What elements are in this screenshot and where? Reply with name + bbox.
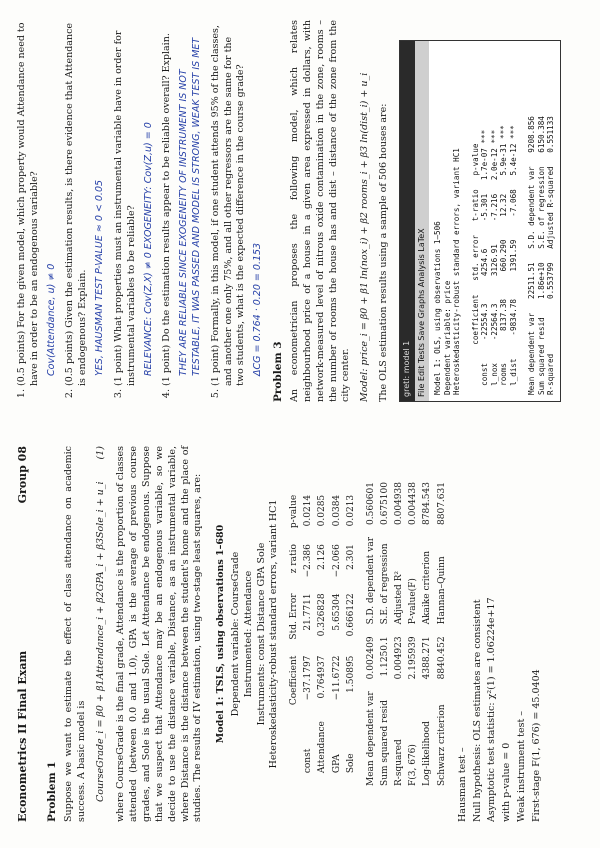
table-row [301,487,315,781]
model-instrumented: Instrumented: Attendance [242,570,254,698]
handwritten-answer: ΔCG = 0.764 · 0.20 = 0.153 [252,242,264,376]
stats-cell: 0.675100 [380,482,391,525]
stats-row [378,476,392,792]
stats-row [435,476,449,792]
table-cell: 0.0214 [303,494,314,527]
gretl-line: R-squared 0.553799 Adjusted R-squared 0.551133 [546,116,556,395]
question-points: (0.5 points) [16,330,27,386]
table-cell: −11.6722 [331,655,342,701]
stats-cell: 8840.452 [436,636,447,680]
question-text: Do the estimation results appear to be reliable overall? Explain. [161,33,173,342]
model-se-note: Heteroskedasticity-robust standard errors, variant HC1 [268,499,280,769]
table-cell: −2.066 [331,544,342,578]
equation-1 [95,446,108,802]
question-item [64,20,106,386]
left-column [0,424,600,848]
gretl-line: Dependent variable: price [442,280,452,395]
model-dependent: Dependent variable: CourseGrade [229,551,241,717]
footer-line: Null hypothesis: OLS estimates are consistent [471,599,483,822]
stats-cell: Sum squared resid [380,699,391,786]
gretl-line [518,47,527,395]
exam-title: Econometrics II Final Exam [16,650,29,822]
gretl-menu-bar: File Edit Tests Save Graphs Analysis LaTeX [415,41,430,401]
footer-line: First-stage F(1, 676) = 45.0404 [530,669,542,822]
question-text: What properties must an instrumental variable have in order for instrumental variables to be reliable? [112,30,137,386]
stats-cell: R-squared [394,739,405,786]
gretl-title-bar: gretl: model 1 [400,41,415,401]
col-header: z ratio [289,544,300,574]
table-cell: 0.0285 [317,494,328,527]
question-list [16,20,265,402]
table-cell: Sole [345,753,356,774]
footer-line: Weak instrument test – [516,710,527,822]
stats-cell: 4388.271 [422,636,433,680]
gretl-line: const -22554.3 4254.6 -5.301 1.7e-07 *** [480,129,490,395]
gretl-line: coefficient std. error t-ratio p-value [470,143,480,395]
table-cell: Attendance [317,721,328,774]
col-header: p-value [289,494,300,529]
table-cell: 21.7711 [303,593,314,631]
table-row [330,487,344,781]
model-title: Model 1: TSLS, using observations 1–680 [215,524,227,744]
coefficient-table [287,487,358,781]
model-footer [457,446,544,822]
table-cell: 1.50895 [345,655,356,693]
question-points: (1 point) [209,344,221,386]
stats-cell: 0.004923 [394,636,405,680]
problem3-intro: An econometrician proposes the following model, which relates neighbourhood price of a house in a given area expressed in dollars, with network-measured level of nitrous oxide contamination in the zone, rooms – the number of rooms the house has and dist – distance of the zone from the city center. [289,20,352,402]
gretl-line: Model 1: OLS, using observations 1–506 [433,221,443,395]
question-points: (0.5 points) [64,330,76,386]
stats-cell: P-value(F) [408,578,419,625]
question-points: (1 point) [161,344,173,386]
problem1-intro: Suppose we want to estimate the effect of class attendance on academic success. A basic model is [63,446,87,822]
stats-cell: 8807.631 [436,482,447,525]
stats-cell: 0.004438 [408,482,419,525]
stats-cell: 1.1250.1 [380,636,391,677]
stats-cell: 0.004938 [394,482,405,525]
coefficient-header-row [287,487,301,781]
handwritten-answer: YES, HAUSMAN TEST P-VALUE ≈ 0 < 0.05 [94,179,106,376]
question-item [210,20,265,386]
question-item [16,20,58,386]
stats-cell: F(3, 676) [408,744,419,786]
question-text: For the given model, which property would Attendance need to have in order to be an endogenous variable? [16,22,40,386]
table-row [344,487,358,781]
table-row [315,487,329,781]
question-text: Given the estimation results, is there evidence that Attendance is endogenous? Explain. [64,22,89,386]
table-cell: 0.0384 [331,494,342,527]
model-instruments: Instruments: const Distance GPA Sole [255,542,267,726]
stats-cell: Log-likelihood [422,721,433,786]
question-item [113,20,155,386]
group-label: Group 08 [16,446,29,504]
handwritten-answer: RELEVANCE: Cov(Z,X) ≠ 0 EXOGENEITY: Cov(Z,u) = 0 [142,122,154,376]
problem3-model: Model: price_i = β0 + β1 ln(nox_i) + β2 rooms_i + β3 ln(dist_i) + u_i [359,72,371,402]
gretl-line [462,47,471,395]
footer-line: Hausman test – [456,747,468,822]
gretl-line: l_nox -22564.3 3126.91 -7.216 2.0e-12 *** [489,129,499,395]
stats-cell: Akaike criterion [422,550,433,625]
stats-cell: S.D. dependent var [365,536,376,625]
col-header: Coefficient [289,655,300,706]
stats-cell: 8784.543 [422,482,433,525]
gretl-output-window [399,40,561,402]
table-cell: −2.386 [303,544,314,578]
question-points: (1 point) [112,344,124,386]
table-cell: 0.326828 [317,593,328,637]
table-cell: 5.65304 [331,593,342,631]
exam-header [16,446,31,822]
handwritten-answer: Cov(Attendance, u) ≠ 0 [45,263,57,376]
gretl-line: l_dist -9834.78 1391.59 -7.068 5.4e-12 *** [508,125,518,395]
table-cell: 2.126 [317,544,328,570]
problem3-title: Problem 3 [272,341,284,402]
problem1-description: where CourseGrade is the final grade, Attendance is the proportion of classes attended (between 0.0 and 1.0), GPA is the average of previous course grades, and Sole is the usual Sole. Let Attendance be endogenous. Suppose that we suspect that Attendance may be an endogenous variable, so we decide to use the distance variable, Distance, as an instrumental variable, where Distance is the distance between the student's home and the place of studies. The results of IV estimation, using two-stage least squares, are: [115,446,204,822]
stats-row [392,476,406,792]
stats-row [364,476,378,792]
table-cell: −37.1797 [303,655,314,701]
gretl-line: rooms 8137.38 660.290 12.32 5.9e-31 *** [499,125,509,395]
stats-cell: 0.560601 [365,482,376,525]
table-cell: 0.0213 [345,494,356,527]
table-cell: GPA [331,754,342,774]
stats-cell: 2.195939 [408,636,419,680]
stats-row [406,476,420,792]
stats-cell: S.E. of regression [380,543,391,625]
table-cell: const [303,748,314,774]
stats-cell: Hannan–Quinn [436,556,447,625]
gretl-line: Mean dependent var 22511.51 S.D. dependent var 9208.856 [527,116,537,395]
model-stats-table [364,476,449,792]
stats-cell: 0.002409 [365,636,376,680]
equation-text: CourseGrade_i = β0 + β1Attendance_i + β2GPA_i + β3Sole_i + u_i [94,481,106,802]
table-cell: 0.666122 [345,593,356,637]
gretl-output-text [429,41,559,401]
stats-cell: Schwarz criterion [436,704,447,786]
table-cell: 0.764937 [317,655,328,699]
col-header: Std. Error [289,593,300,640]
handwritten-answer: THEY ARE RELIABLE SINCE EXOGENEITY OF INSTRUMENT IS NOT TESTABLE, IT WAS PASSED AND MODEL IS STRONG, WEAK TEST IS MET [178,37,202,376]
stats-row [420,476,434,792]
stats-cell: Adjusted R² [394,570,405,625]
question-text: Formally, in this model, if one student attends 95% of the classes, and another one only 75%, and all other regressors are the same for the two students, what is the expected difference in the course grade? [209,25,247,386]
stats-cell: Mean dependent var [365,691,376,786]
footer-line: Asymptotic test statistic: χ²(1) = 1.06224e+17 [486,597,498,822]
footer-line: with p-value = 0 [501,742,513,822]
problem3-results-intro: The OLS estimation results using a sample of 506 houses are: [378,103,390,402]
gretl-line: Sum squared resid 1.86e+10 S.E. of regression 6150.384 [536,116,546,395]
equation-number: (1) [94,446,106,460]
question-item [161,20,203,386]
gretl-line: Heteroskedasticity-robust standard errors, variant HC1 [452,148,462,395]
table-cell: 2.301 [345,544,356,570]
problem1-title: Problem 1 [45,761,58,822]
